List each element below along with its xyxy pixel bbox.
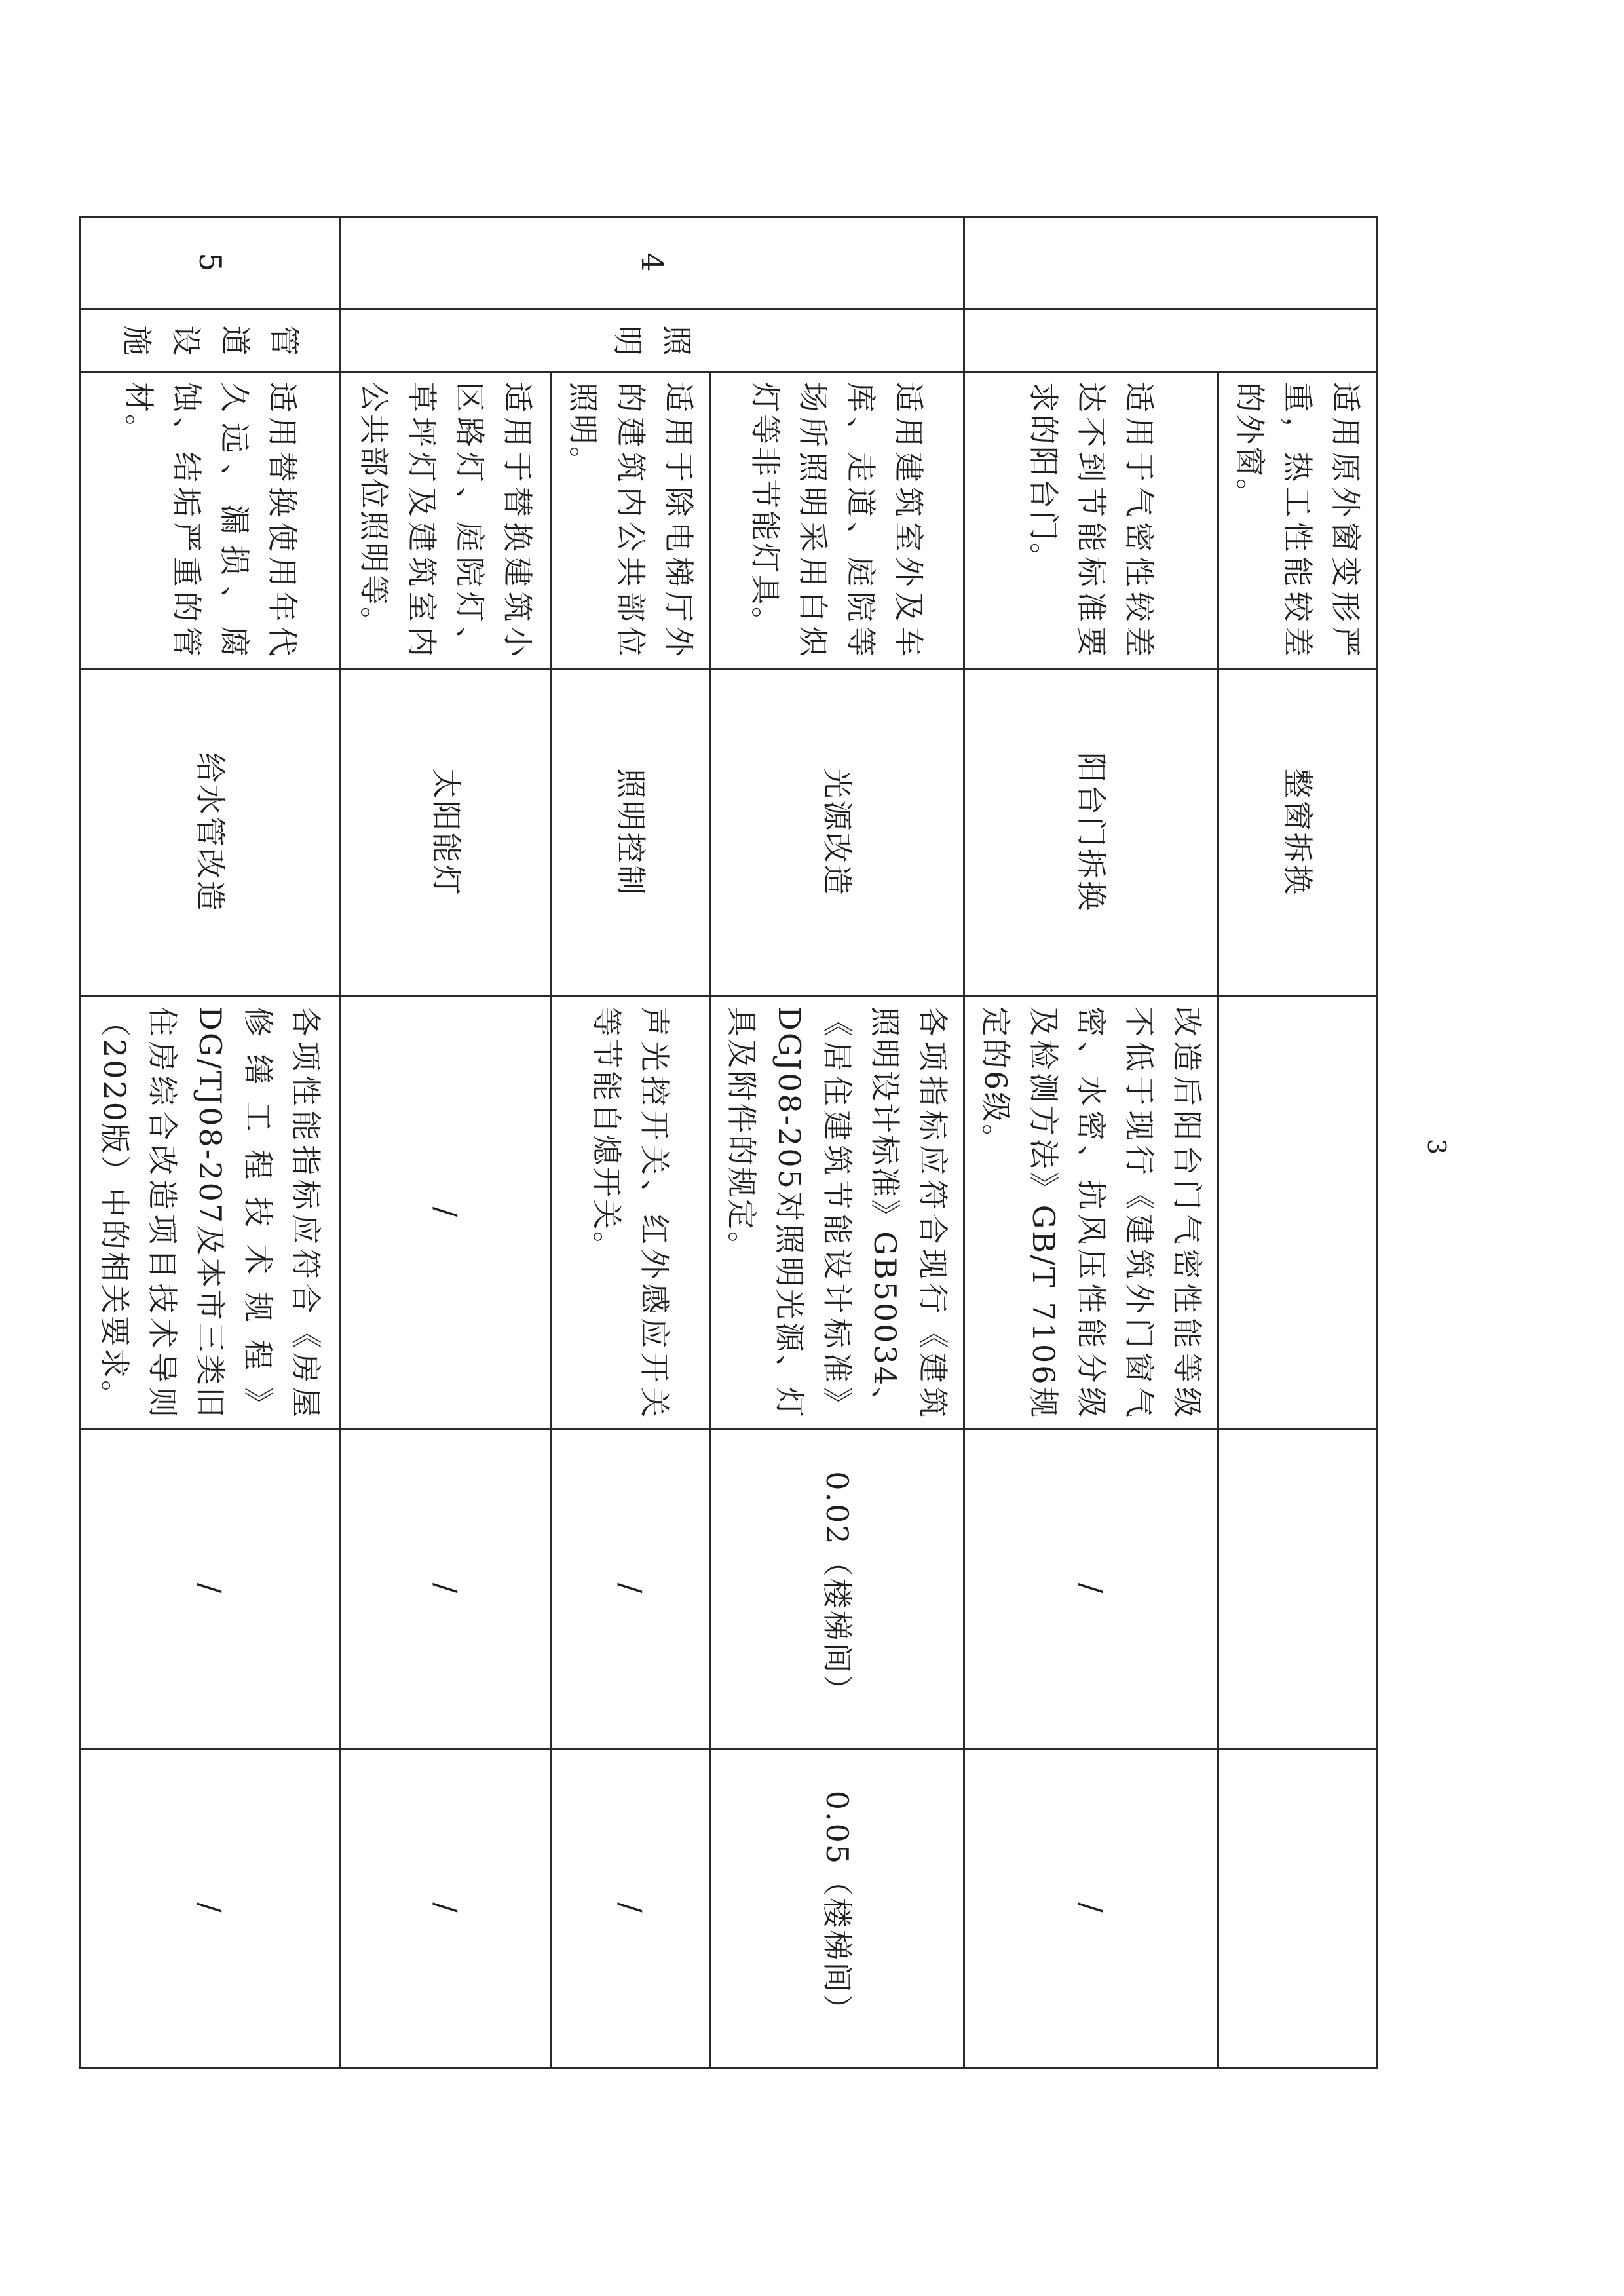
measure-cell: 光源改造 [710, 669, 964, 997]
value-b-cell: 0.05（楼梯间） [710, 1749, 964, 2069]
requirement-cell: 各项性能指标应符合《房屋修缮工程技术规程》DG/TJ08-207及本市三类旧住房综合改造项目技术导则（2020版）中的相关要求。 [81, 997, 341, 1430]
measure-cell: 整窗拆换 [1218, 669, 1377, 997]
category-cell [81, 309, 341, 372]
value-a-cell: / [964, 1430, 1218, 1749]
scope-cell: 适用替换使用年代久远、漏损、腐蚀、结垢严重的管材。 [81, 372, 341, 669]
value-b-cell: / [552, 1749, 710, 2069]
value-a-cell: / [341, 1430, 552, 1749]
table-row [341, 218, 552, 2069]
category-label: 管道设施 [119, 325, 302, 356]
scope-cell: 适用于除电梯厅外的建筑内公共部位照明。 [552, 372, 710, 669]
table-row [552, 218, 710, 2069]
value-b-cell: / [964, 1749, 1218, 2069]
category-label: 照明 [610, 325, 695, 356]
rotated-table-wrapper [97, 216, 1378, 2067]
category-cell [341, 309, 964, 372]
measure-cell: 给水管改造 [81, 669, 341, 997]
requirement-cell: 声光控开关、红外感应开关等节能自熄开关。 [552, 997, 710, 1430]
value-b-cell: / [341, 1749, 552, 2069]
measure-cell: 照明控制 [552, 669, 710, 997]
measure-cell: 阳台门拆换 [964, 669, 1218, 997]
table-row [81, 218, 341, 2069]
value-a-cell: / [81, 1430, 341, 1749]
requirement-cell: 改造后阳台门气密性能等级不低于现行《建筑外门窗气密、水密、抗风压性能分级及检测方法》GB/T 7106规定的6级。 [964, 997, 1218, 1430]
table-row [964, 218, 1218, 2069]
scope-cell: 适用于气密性较差达不到节能标准要求的阳台门。 [964, 372, 1218, 669]
scope-cell: 适用原外窗变形严重，热工性能较差的外窗。 [1218, 372, 1377, 669]
value-a-cell: 0.02（楼梯间） [710, 1430, 964, 1749]
page-number: 3 [1422, 1138, 1451, 1155]
scope-cell: 适用建筑室外及车库、走道、庭院等场所照明采用白炽灯等非节能灯具。 [710, 372, 964, 669]
requirement-cell: / [341, 997, 552, 1430]
row-number-cell: 4 [341, 218, 964, 309]
value-a-cell: / [552, 1430, 710, 1749]
requirement-cell: 各项指标应符合现行《建筑照明设计标准》GB50034、《居住建筑节能设计标准》DGJ08-205对照明光源、灯具及附件的规定。 [710, 997, 964, 1430]
row-number-cell: 5 [81, 218, 341, 309]
row-number-cell [964, 218, 1377, 309]
table-row [1218, 218, 1377, 2069]
table-row [710, 218, 964, 2069]
value-b-cell: / [81, 1749, 341, 2069]
measure-cell: 太阳能灯 [341, 669, 552, 997]
value-b-cell [1218, 1749, 1377, 2069]
retrofit-measures-table [79, 216, 1378, 2069]
requirement-cell [1218, 997, 1377, 1430]
value-a-cell [1218, 1430, 1377, 1749]
scope-cell: 适用于替换建筑小区路灯、庭院灯、草坪灯及建筑室内公共部位照明等。 [341, 372, 552, 669]
category-cell [964, 309, 1377, 372]
